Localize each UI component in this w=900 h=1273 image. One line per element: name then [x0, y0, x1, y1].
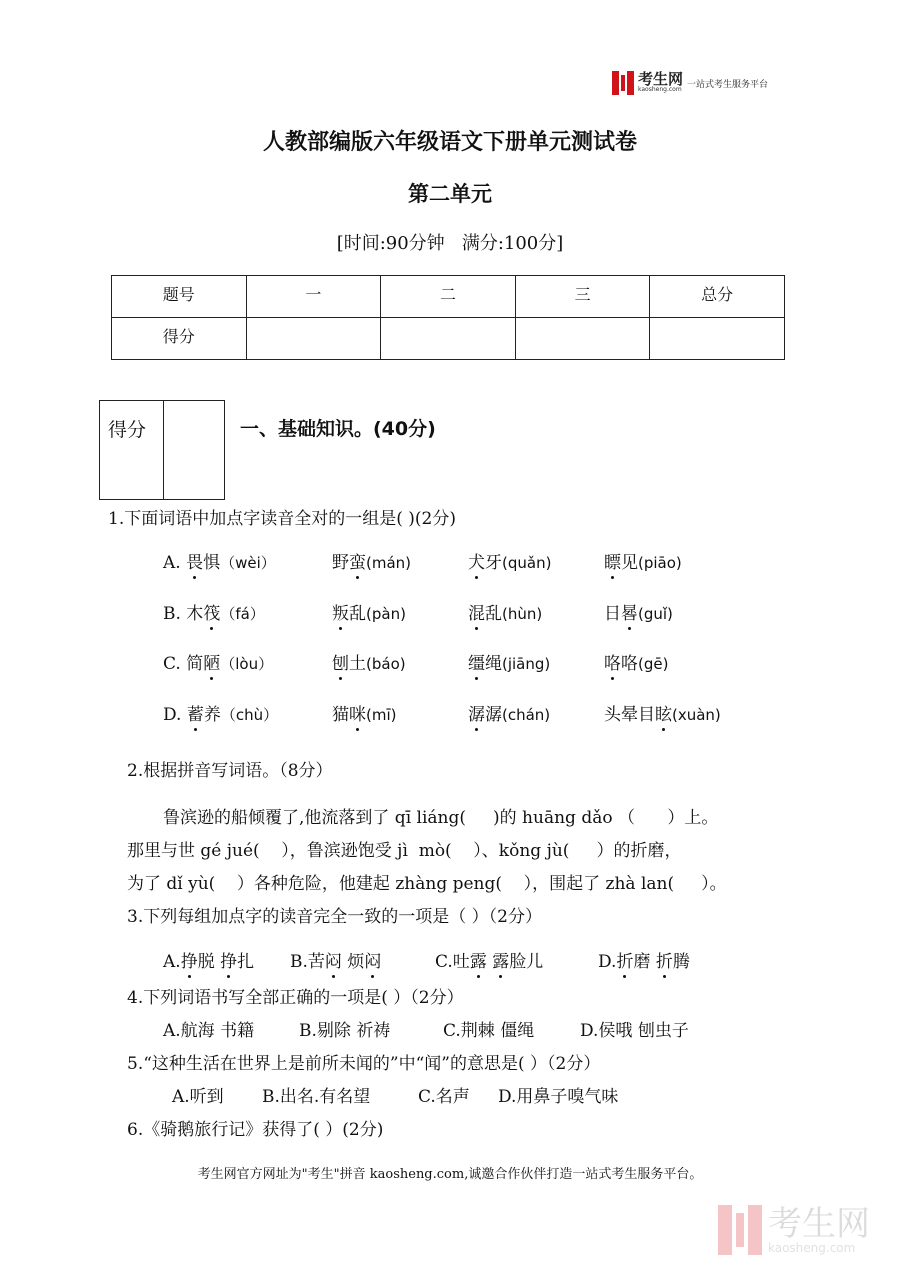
table-cell — [650, 318, 785, 360]
text: 脸儿 — [509, 952, 544, 972]
dotted-char: 折 — [616, 952, 634, 972]
q1-option-item — [332, 553, 411, 573]
text: 潺 — [485, 705, 502, 725]
question-2-line: 鲁滨逊的船倾覆了,他流落到了 qī liáng( )的 huāng dǎo （ ）上。 — [163, 808, 719, 828]
pinyin: (jiāng) — [502, 655, 551, 673]
text: 野 — [332, 553, 349, 573]
logo-name: 考生网 — [638, 70, 684, 88]
dotted-char: 蛮 — [349, 553, 366, 573]
text: C. 简 — [163, 654, 204, 674]
text: C.吐 — [435, 952, 470, 972]
dotted-char: 挣 — [180, 952, 198, 972]
question-2: 2.根据拼音写词语。（8分） — [127, 761, 333, 781]
divider — [163, 401, 164, 499]
dotted-char: 眩 — [655, 705, 672, 725]
table-cell: 题号 — [112, 276, 247, 318]
text: 咯 — [621, 654, 638, 674]
text: A. — [163, 952, 181, 972]
table-cell: 总分 — [650, 276, 785, 318]
text: 烦 — [341, 952, 365, 972]
q1-option-item — [332, 705, 396, 725]
table-row — [112, 276, 785, 318]
pinyin: (gē) — [638, 655, 669, 673]
q1-option-item — [468, 654, 550, 674]
pinyin: (xuàn) — [672, 706, 721, 724]
dotted-char: 混 — [468, 604, 485, 624]
watermark-mark-icon — [718, 1205, 762, 1255]
q5-option-d: D.用鼻子嗅气味 — [498, 1087, 619, 1107]
table-cell — [515, 318, 650, 360]
dotted-char: 晷 — [621, 604, 638, 624]
pinyin: (chán) — [502, 706, 551, 724]
text: B. 木 — [163, 604, 204, 624]
dotted-char: 蓄 — [186, 705, 204, 725]
dotted-char: 折 — [655, 952, 673, 972]
footer-text: 考生网官方网址为"考生"拼音 kaosheng.com,诚邀合作伙伴打造一站式考生服务平台。 — [197, 1167, 703, 1182]
pinyin: （wèi） — [220, 554, 276, 572]
question-5: 5.“这种生活在世界上是前所未闻的”中“闻”的意思是( ）（2分） — [127, 1054, 601, 1074]
table-cell: 得分 — [112, 318, 247, 360]
text: A. — [163, 553, 187, 573]
q1-option-item — [604, 604, 673, 624]
table-cell — [381, 318, 516, 360]
dotted-char: 筏 — [203, 604, 221, 624]
table-cell — [246, 318, 381, 360]
q1-option-item — [163, 705, 278, 725]
dotted-char: 畏 — [186, 553, 204, 573]
q1-option-item — [468, 604, 542, 624]
dotted-char: 露 — [469, 952, 487, 972]
text: 腾 — [672, 952, 690, 972]
text: 见 — [621, 553, 638, 573]
q3-option — [290, 952, 381, 972]
page-title: 人教部编版六年级语文下册单元测试卷 — [262, 129, 637, 155]
dotted-char: 陋 — [203, 654, 221, 674]
question-3: 3.下列每组加点字的读音完全一致的一项是（ ）（2分） — [127, 907, 542, 927]
dotted-char: 挣 — [220, 952, 238, 972]
logo-slogan: 一站式考生服务平台 — [687, 79, 769, 90]
text: 惧 — [203, 553, 221, 573]
text: 猫 — [332, 705, 349, 725]
q1-option-item — [468, 553, 551, 573]
dotted-char: 闷 — [364, 952, 382, 972]
dotted-char: 叛 — [332, 604, 349, 624]
q5-option-c: C.名声 — [418, 1087, 470, 1107]
pinyin: (báo) — [366, 655, 406, 673]
question-6: 6.《骑鹅旅行记》获得了( ）(2分) — [127, 1120, 384, 1140]
pinyin: (hùn) — [502, 605, 543, 623]
logo-domain: kaosheng.com — [638, 86, 682, 93]
dotted-char: 露 — [492, 952, 510, 972]
q1-option-item — [163, 654, 273, 674]
q1-option-item — [163, 553, 276, 573]
score-table — [111, 275, 785, 360]
pinyin: (pàn) — [366, 605, 406, 623]
question-4: 4.下列词语书写全部正确的一项是( ）（2分） — [127, 988, 464, 1008]
text: D. — [163, 705, 187, 725]
dotted-char: 咯 — [604, 654, 621, 674]
section-score-box — [99, 400, 225, 500]
dotted-char: 犬 — [468, 553, 485, 573]
text: 日 — [604, 604, 621, 624]
dotted-char: 闷 — [324, 952, 342, 972]
q1-option-item — [163, 604, 265, 624]
q4-option-c: C.荆棘 僵绳 — [443, 1021, 535, 1041]
pinyin: (mán) — [366, 554, 412, 572]
dotted-char: 缰 — [468, 654, 485, 674]
text: 磨 — [633, 952, 656, 972]
section-score-label: 得分 — [108, 419, 147, 441]
q1-option-item — [604, 654, 668, 674]
dotted-char: 瞟 — [604, 553, 621, 573]
pinyin: (quǎn) — [502, 554, 552, 572]
q1-option-item — [468, 705, 550, 725]
question-2-line: 那里与世 gé jué( ），鲁滨逊饱受 jì mò( ）、kǒng jù( ）的折磨， — [127, 841, 682, 861]
table-cell: 二 — [381, 276, 516, 318]
q1-option-item — [332, 604, 406, 624]
q4-option-a: A.航海 书籍 — [163, 1021, 255, 1041]
table-cell: 三 — [515, 276, 650, 318]
text: 乱 — [349, 604, 366, 624]
time-info: [时间:90分钟 满分:100分] — [336, 233, 564, 254]
watermark-name: 考生网 — [768, 1204, 870, 1244]
text: 乱 — [485, 604, 502, 624]
pinyin: （chù） — [220, 706, 279, 724]
dotted-char: 咪 — [349, 705, 366, 725]
q5-option-b: B.出名.有名望 — [262, 1087, 371, 1107]
table-cell: 一 — [246, 276, 381, 318]
pinyin: （lòu） — [220, 655, 274, 673]
question-1: 1.下面词语中加点字读音全对的一组是( )(2分) — [108, 509, 456, 529]
question-2-line: 为了 dǐ yù( ）各种危险，他建起 zhàng peng( ），围起了 zhà lan( ）。 — [127, 874, 727, 894]
dotted-char: 刨 — [332, 654, 349, 674]
q1-option-item — [604, 705, 721, 725]
text: D. — [598, 952, 617, 972]
text: 牙 — [485, 553, 502, 573]
q3-option — [435, 952, 543, 972]
text: 养 — [203, 705, 221, 725]
q3-option — [163, 952, 254, 972]
q4-option-b: B.剔除 祈祷 — [299, 1021, 391, 1041]
pinyin: （fá） — [220, 605, 265, 623]
q5-option-a: A.听到 — [172, 1087, 224, 1107]
text: 脱 — [197, 952, 221, 972]
section-heading: 一、基础知识。(40分) — [240, 418, 436, 440]
q4-option-d: D.侯哦 刨虫子 — [580, 1021, 689, 1041]
dotted-char: 潺 — [468, 705, 485, 725]
text: 土 — [349, 654, 366, 674]
kaosheng-logo[interactable] — [612, 71, 768, 95]
text: 头晕目 — [604, 705, 655, 725]
page-subtitle: 第二单元 — [408, 181, 492, 206]
pinyin: (mī) — [366, 706, 397, 724]
text: 扎 — [237, 952, 255, 972]
q1-option-item — [604, 553, 682, 573]
text: B.苦 — [290, 952, 325, 972]
q3-option — [598, 952, 690, 972]
logo-mark-icon — [612, 71, 634, 95]
watermark-logo — [718, 1205, 870, 1255]
q1-option-item — [332, 654, 406, 674]
text: 绳 — [485, 654, 502, 674]
pinyin: (piāo) — [638, 554, 682, 572]
table-row — [112, 318, 785, 360]
pinyin: (guǐ) — [638, 605, 673, 623]
watermark-domain: kaosheng.com — [768, 1241, 856, 1255]
